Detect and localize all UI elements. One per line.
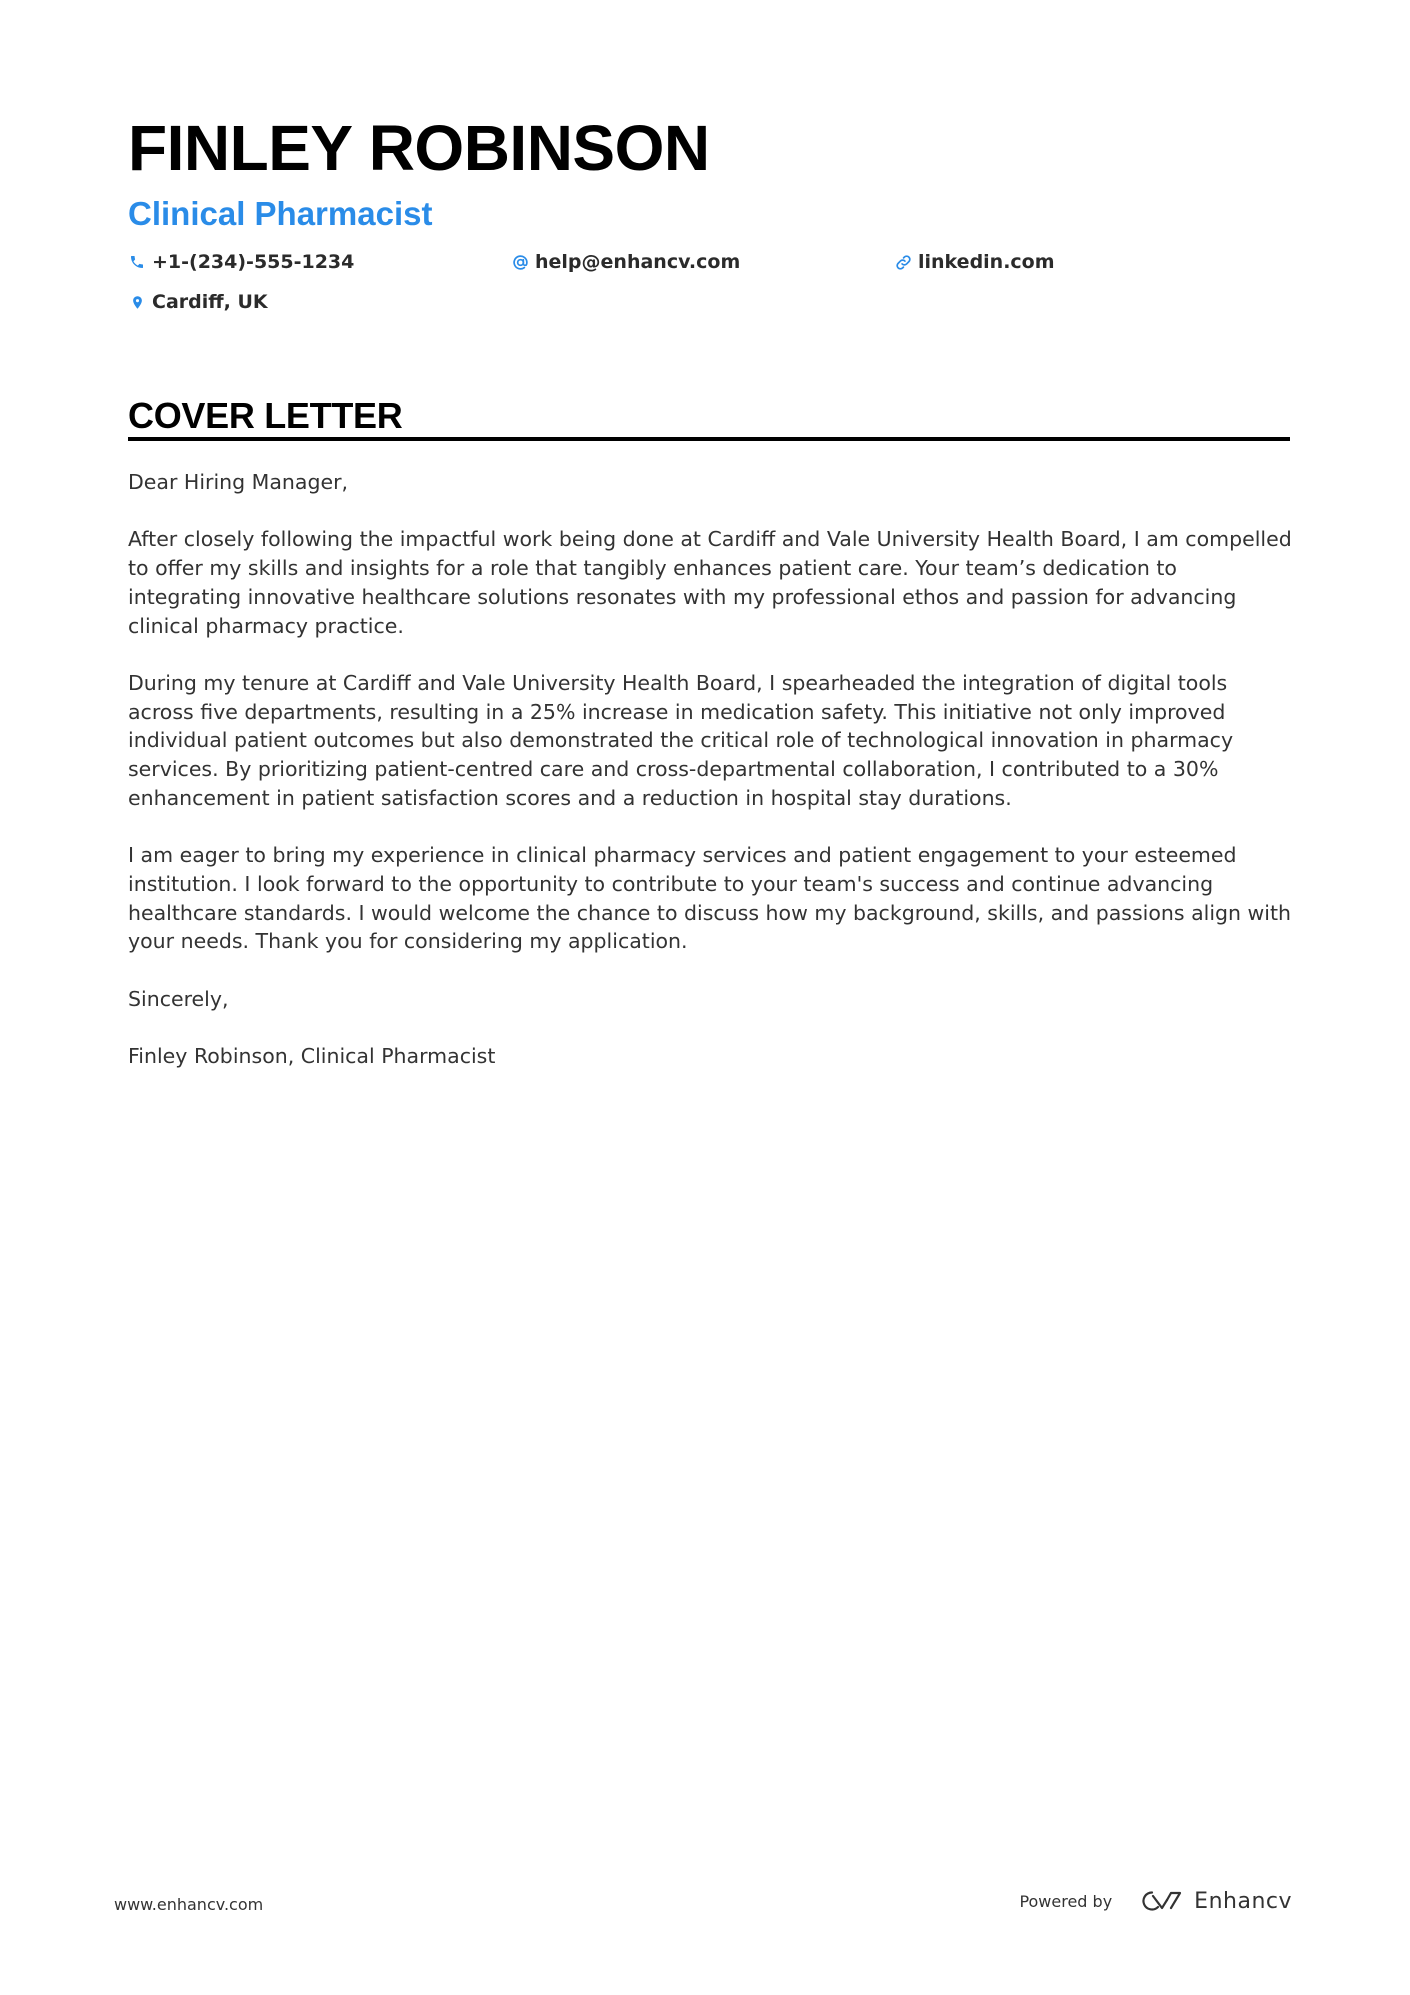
candidate-name: FINLEY ROBINSON <box>128 112 710 184</box>
link-icon <box>894 253 912 271</box>
link-value: linkedin.com <box>918 251 1055 273</box>
phone-icon <box>128 253 146 271</box>
enhancv-logo-icon <box>1138 1888 1184 1914</box>
letter-body <box>128 468 1292 1099</box>
contact-location <box>128 288 268 316</box>
brand-name: Enhancv <box>1194 1888 1292 1914</box>
letter-paragraph: After closely following the impactful work being done at Cardiff and Vale University Health Board, I am compelled to offer my skills and insights for a role that tangibly enhances patient care. Your team’s dedication to integrating innovative healthcare solutions resonates with my professional ethos and passion for advancing clinical pharmacy practice. <box>128 527 1292 638</box>
letter-closing: Sincerely, <box>128 986 229 1011</box>
at-sign-icon <box>511 253 529 271</box>
powered-by-label: Powered by <box>1019 1891 1113 1911</box>
letter-paragraph: During my tenure at Cardiff and Vale University Health Board, I spearheaded the integration of digital tools across five departments, resulting in a 25% increase in medication safety. This initiative not only improved individual patient outcomes but also demonstrated the critical role of technological innovation in pharmacy services. By prioritizing patient-centred care and cross-departmental collaboration, I contributed to a 30% enhancement in patient satisfaction scores and a reduction in hospital stay durations. <box>128 670 1234 810</box>
map-pin-icon <box>128 293 146 311</box>
letter-paragraph: I am eager to bring my experience in clinical pharmacy services and patient engagement to your esteemed institution. I look forward to the opportunity to contribute to your team's success and continue advancing healthcare standards. I would welcome the chance to discuss how my background, skills, and passions align with your needs. Thank you for considering my application. <box>128 843 1292 954</box>
contact-email <box>511 248 740 276</box>
phone-value: +1-(234)-555-1234 <box>152 251 355 273</box>
location-value: Cardiff, UK <box>152 291 268 313</box>
email-value: help@enhancv.com <box>535 251 741 273</box>
letter-signature: Finley Robinson, Clinical Pharmacist <box>128 1043 496 1068</box>
contact-info <box>128 248 1290 328</box>
letter-greeting: Dear Hiring Manager, <box>128 470 349 494</box>
contact-link <box>894 248 1055 276</box>
footer-branding <box>1019 1888 1292 1914</box>
header <box>128 108 1290 328</box>
section-divider <box>128 437 1290 441</box>
contact-phone <box>128 248 354 276</box>
footer-website[interactable]: www.enhancv.com <box>114 1895 264 1914</box>
candidate-role: Clinical Pharmacist <box>128 195 433 232</box>
section-title: COVER LETTER <box>128 395 403 436</box>
